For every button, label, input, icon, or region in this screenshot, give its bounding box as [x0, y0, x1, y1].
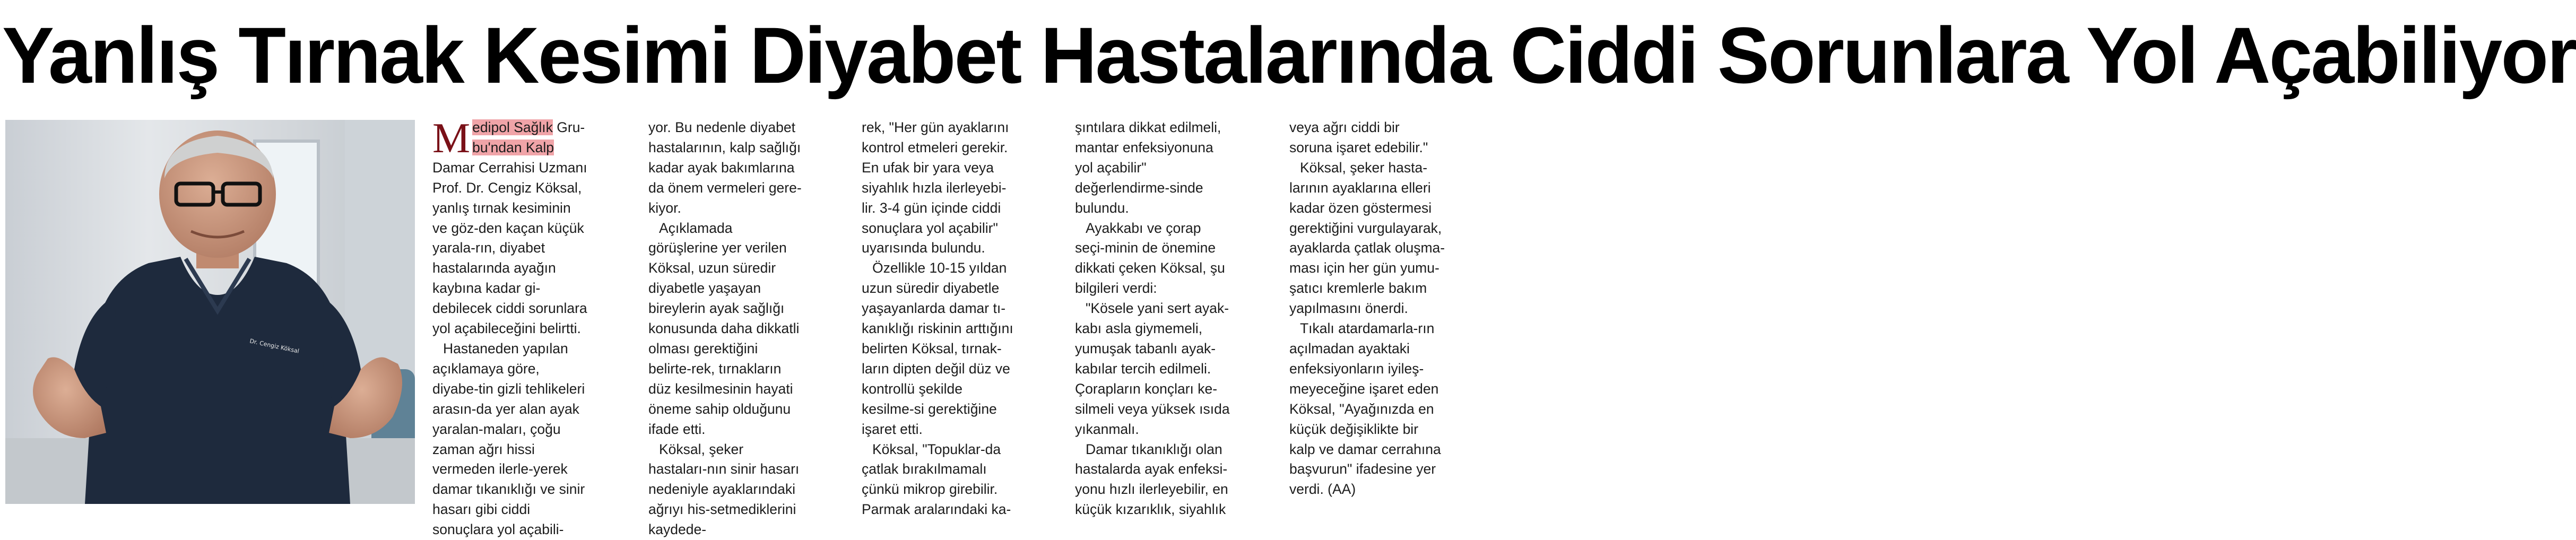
headline: Yanlış Tırnak Kesimi Diyabet Hastalarında Ciddi Sorunlara Yol Açabiliyor — [2, 0, 1460, 110]
paragraph: Köksal, şeker hasta-larının ayaklarına elleri kadar özen göstermesi gerektiğini vurgulayarak, ayaklarda çatlak oluşma-ması için her gün yumu-şatıcı kremlerle bakım yapılmasını önerdi. — [1289, 158, 1445, 319]
article-column-5 — [1289, 118, 1445, 508]
paragraph: yor. Bu nedenle diyabet hastalarının, kalp sağlığı kadar ayak bakımlarına da önem vermeleri gere-kiyor. — [648, 118, 804, 219]
paragraph: "Kösele yani sert ayak-kabı asla giymemeli, yumuşak tabanlı ayak-kabılar tercih edilmeli. Çorapların konçları ke-silmeli veya yüksek ısıda yıkanmalı. — [1075, 299, 1231, 439]
article-column-4 — [1075, 118, 1231, 508]
doctor-photo — [5, 120, 415, 504]
scrub-name-badge: Dr. Cengiz Köksal — [249, 337, 300, 354]
paragraph: Tıkalı atardamarla-rın açılmadan ayaktaki enfeksiyonların iyileş-meyeceğine işaret eden Köksal, "Ayağınızda en küçük değişiklikte bir kalp ve damar cerrahına başvurun" ifadesine yer verdi. (AA) — [1289, 319, 1445, 500]
article-column-1 — [432, 118, 588, 508]
paragraph: Köksal, "Topuklar-da çatlak bırakılmamalı çünkü mikrop girebilir. Parmak aralarındaki ka- — [862, 440, 1018, 520]
highlight-hospital-name-1: edipol Sağlık — [472, 119, 553, 135]
doctor-illustration — [5, 120, 415, 504]
drop-cap: M — [432, 121, 470, 156]
paragraph: Hastaneden yapılan açıklamaya göre, diyabe-tin gizli tehlikeleri arasın-da yer alan ayak yaralan-maları, çoğu zaman ağrı hissi vermeden ilerle-yerek damar tıkanıklığı ve sinir hasarı gibi ciddi sonuçlara yol açabili- — [432, 339, 588, 540]
paragraph: Damar tıkanıklığı olan hastalarda ayak enfeksi-yonu hızlı ilerleyebilir, en küçük kızarıklık, siyahlık — [1075, 440, 1231, 520]
paragraph: Köksal, şeker hastaları-nın sinir hasarı nedeniyle ayaklarındaki ağrıyı his-setmediklerini kaydede- — [648, 440, 804, 540]
highlight-hospital-name-2: bu'ndan Kalp — [472, 140, 554, 155]
text-continuation: Gru- — [553, 119, 585, 135]
paragraph: Açıklamada görüşlerine yer verilen Köksal, uzun süredir diyabetle yaşayan bireylerin ayak sağlığı konusunda daha dikkatli olması gerektiğini belirte-rek, tırnakların düz kesilmesinin hayati öneme sahip olduğunu ifade etti. — [648, 219, 804, 440]
paragraph-1-rest: Damar Cerrahisi Uzmanı Prof. Dr. Cengiz Köksal, yanlış tırnak kesiminin ve göz-den kaçan küçük yarala-rın, diyabet hastalarında ayağın kaybına kadar gi-debilecek ciddi sorunlara yol açabileceğini belirtti. — [432, 160, 587, 336]
paragraph: Ayakkabı ve çorap seçi-minin de önemine dikkati çeken Köksal, şu bilgileri verdi: — [1075, 219, 1231, 299]
paragraph: şıntılara dikkat edilmeli, mantar enfeksiyonuna yol açabilir" değerlendirme-sinde bulundu. — [1075, 118, 1231, 219]
paragraph: rek, "Her gün ayaklarını kontrol etmeleri gerekir. En ufak bir yara veya siyahlık hızla ilerleyebi-lir. 3-4 gün içinde ciddi sonuçlara yol açabilir" uyarısında bulundu. — [862, 118, 1018, 258]
article-column-2 — [648, 118, 804, 508]
article-column-3 — [862, 118, 1018, 508]
paragraph: Özellikle 10-15 yıldan uzun süredir diyabetle yaşayanlarda damar tı-kanıklığı riskinin arttığını belirten Köksal, tırnak-ların dipten değil düz ve kontrollü şekilde kesilme-si gerektiğine işaret etti. — [862, 258, 1018, 439]
paragraph: veya ağrı ciddi bir soruna işaret edebilir." — [1289, 118, 1445, 158]
